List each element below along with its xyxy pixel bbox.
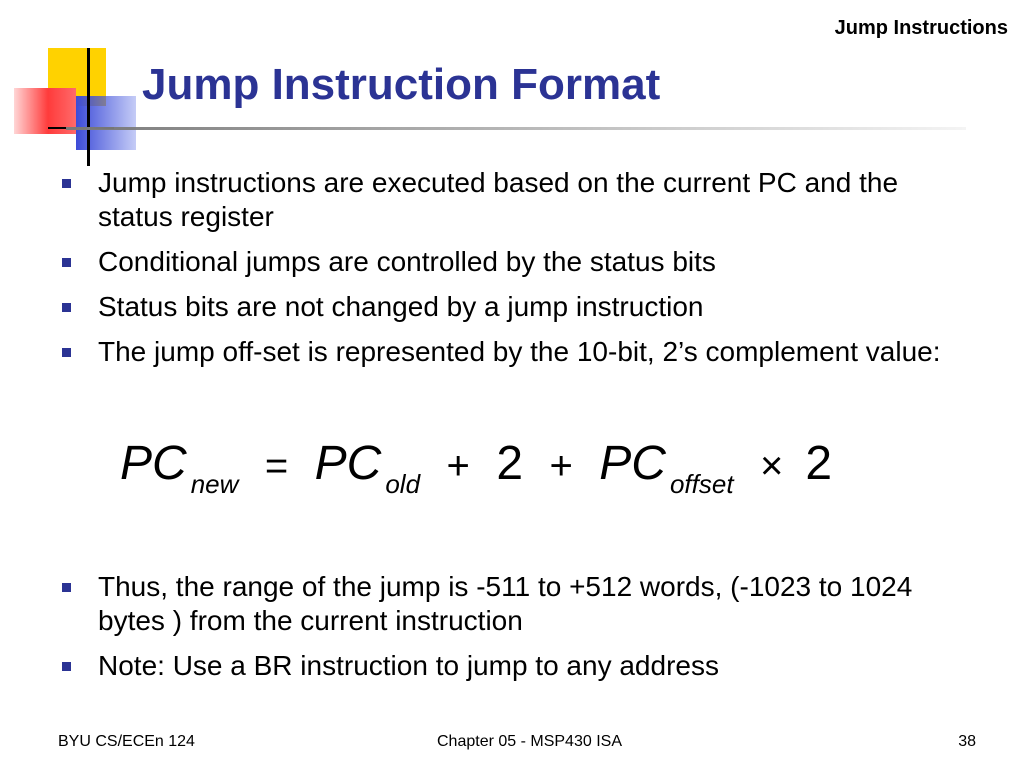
bullet-square-icon (62, 179, 71, 188)
bullet-square-icon (62, 583, 71, 592)
eq-num-2a: 2 (496, 437, 524, 490)
bullet-item (60, 166, 980, 234)
bullet-text: Status bits are not changed by a jump instruction (98, 291, 704, 322)
section-label: Jump Instructions (834, 17, 1008, 39)
bullet-item (60, 245, 980, 279)
bullet-text: Thus, the range of the jump is -511 to +512 words, (-1023 to 1024 bytes ) from the current instruction (98, 571, 913, 636)
eq-times: × (760, 444, 784, 488)
bullet-square-icon (62, 258, 71, 267)
eq-plus-1: + (446, 444, 470, 488)
slide-title: Jump Instruction Format (142, 60, 661, 109)
bullet-item (60, 290, 980, 324)
eq-sub-old: old (385, 469, 421, 499)
eq-num-2b: 2 (805, 437, 833, 490)
bullet-item (60, 649, 980, 683)
bullet-text: The jump off-set is represented by the 10-bit, 2’s complement value: (98, 336, 941, 367)
eq-var-pc-old: PC (314, 437, 382, 490)
bullet-item (60, 335, 980, 369)
bullet-square-icon (62, 303, 71, 312)
bullet-text: Conditional jumps are controlled by the status bits (98, 246, 716, 277)
eq-var-pc-new: PC (120, 437, 187, 490)
eq-sub-new: new (190, 469, 239, 499)
bullet-list-top (60, 166, 980, 380)
bullet-square-icon (62, 348, 71, 357)
eq-sub-offset: offset (669, 469, 734, 499)
footer-course: BYU CS/ECEn 124 (58, 733, 195, 750)
footer-page-number: 38 (958, 733, 976, 750)
bullet-item (60, 570, 980, 638)
bullet-text: Note: Use a BR instruction to jump to any address (98, 650, 719, 681)
eq-plus-2: + (549, 444, 573, 488)
offset-equation (120, 436, 833, 499)
bullet-list-bottom (60, 570, 980, 694)
footer-chapter: Chapter 05 - MSP430 ISA (437, 733, 622, 750)
title-underline (66, 127, 966, 130)
eq-equals: = (264, 444, 289, 488)
eq-var-pc-offset: PC (599, 437, 666, 490)
decor-blue-square (76, 96, 136, 150)
decor-vertical-line (87, 48, 90, 166)
bullet-square-icon (62, 662, 71, 671)
bullet-text: Jump instructions are executed based on the current PC and the status register (98, 167, 899, 232)
